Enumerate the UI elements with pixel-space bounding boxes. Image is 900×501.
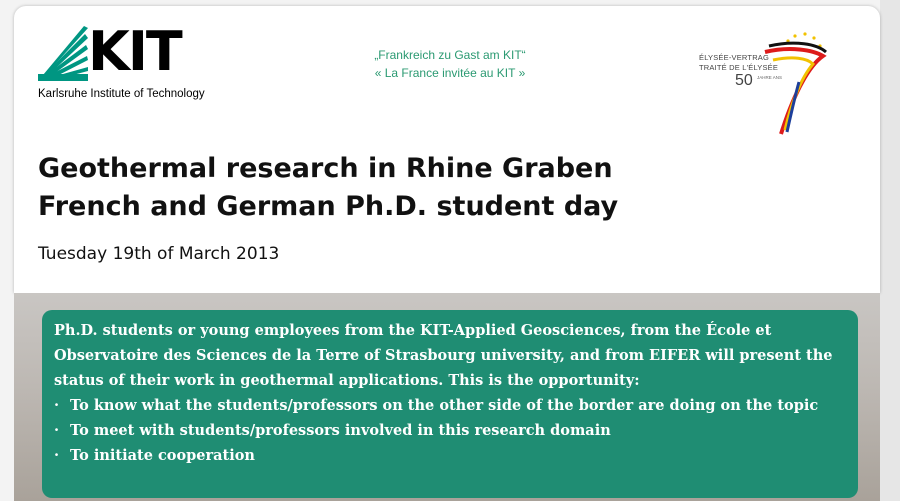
info-bullet-list (54, 393, 846, 468)
elysee-anniversary-label: JAHRE ANS (757, 75, 783, 80)
page-edge-strip (880, 0, 900, 501)
elysee-treaty-logo (695, 30, 830, 140)
title-line-1: Geothermal research in Rhine Graben (38, 153, 613, 184)
elysee-flag-ribbon-icon (695, 30, 830, 140)
event-motto-de: „Frankreich zu Gast am KIT“ (374, 48, 526, 62)
event-motto (340, 46, 560, 82)
page-title (38, 150, 618, 226)
kit-fan-icon (38, 24, 90, 86)
elysee-anniversary-number: 50 (735, 72, 753, 89)
kit-subtitle: Karlsruhe Institute of Technology (38, 88, 205, 100)
event-date: Tuesday 19th of March 2013 (38, 244, 280, 264)
event-motto-fr: « La France invitée au KIT » (374, 66, 526, 80)
info-box (42, 310, 858, 498)
list-item: · To initiate cooperation (54, 443, 846, 468)
elysee-title-fr: TRAITÉ DE L'ÉLYSÉE (699, 63, 779, 72)
list-item: · To meet with students/professors involved in this research domain (54, 418, 846, 443)
list-item: · To know what the students/professors on the other side of the border are doing on the topic (54, 393, 846, 418)
kit-logo (38, 20, 218, 106)
elysee-title-de: ÉLYSÉE-VERTRAG (699, 53, 770, 62)
kit-wordmark: KIT (88, 20, 181, 83)
info-intro: Ph.D. students or young employees from the KIT-Applied Geosciences, from the École et Observatoire des Sciences de la Terre of Strasbourg university, and from EIFER will present the status of their work in geothermal applications. This is the opportunity: (54, 322, 833, 389)
title-line-2: French and German Ph.D. student day (38, 191, 619, 222)
